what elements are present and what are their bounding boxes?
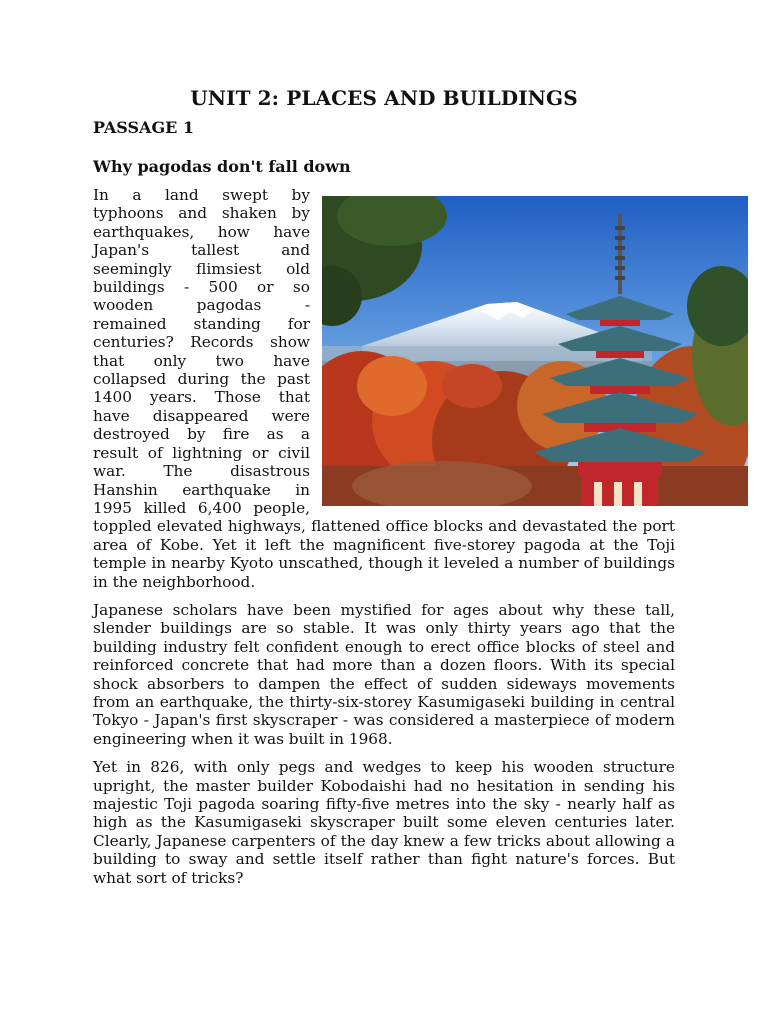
unit-title: UNIT 2: PLACES AND BUILDINGS xyxy=(190,86,578,110)
paragraph-1: In a land swept by typhoons and shaken by earthquakes, how have Japan's tallest and seemingly flimsiest old buildings - 500 or so wooden pagodas - remained standing for centuries? Records show that only two have collapsed during the past 1400 years. Those that have disappeared were destroyed by fire as a result of lightning or civil war. The disastrous Hanshin earthquake in 1995 killed 6,400 people, toppled elevated highways, flattened office blocks and devastated the port area of Kobe. Yet it left the magnificent five-storey pagoda at the Toji temple in nearby Kyoto unscathed, though it leveled a number of buildings in the neighborhood. xyxy=(93,186,675,591)
paragraph-3: Yet in 826, with only pegs and wedges to keep his wooden structure upright, the master builder Kobodaishi had no hesitation in sending his majestic Toji pagoda soaring fifty-five metres into the sky - nearly half as high as the Kasumigaseki skyscraper built some eleven centuries later. Clearly, Japanese carpenters of the day knew a few tricks about allowing a building to sway and settle itself rather than fight nature's forces. But what sort of tricks? xyxy=(93,758,675,887)
article-title: Why pagodas don't fall down xyxy=(93,157,351,176)
document-page xyxy=(93,86,675,897)
paragraph-2: Japanese scholars have been mystified for ages about why these tall, slender buildings are so stable. It was only thirty years ago that the building industry felt confident enough to erect office blocks of steel and reinforced concrete that had more than a dozen floors. With its special shock absorbers to dampen the effect of sudden sideways movements from an earthquake, the thirty-six-storey Kasumigaseki building in central Tokyo - Japan's first skyscraper - was considered a masterpiece of modern engineering when it was built in 1968. xyxy=(93,600,675,748)
passage-label: PASSAGE 1 xyxy=(93,118,195,137)
pagoda-photo xyxy=(322,196,748,506)
